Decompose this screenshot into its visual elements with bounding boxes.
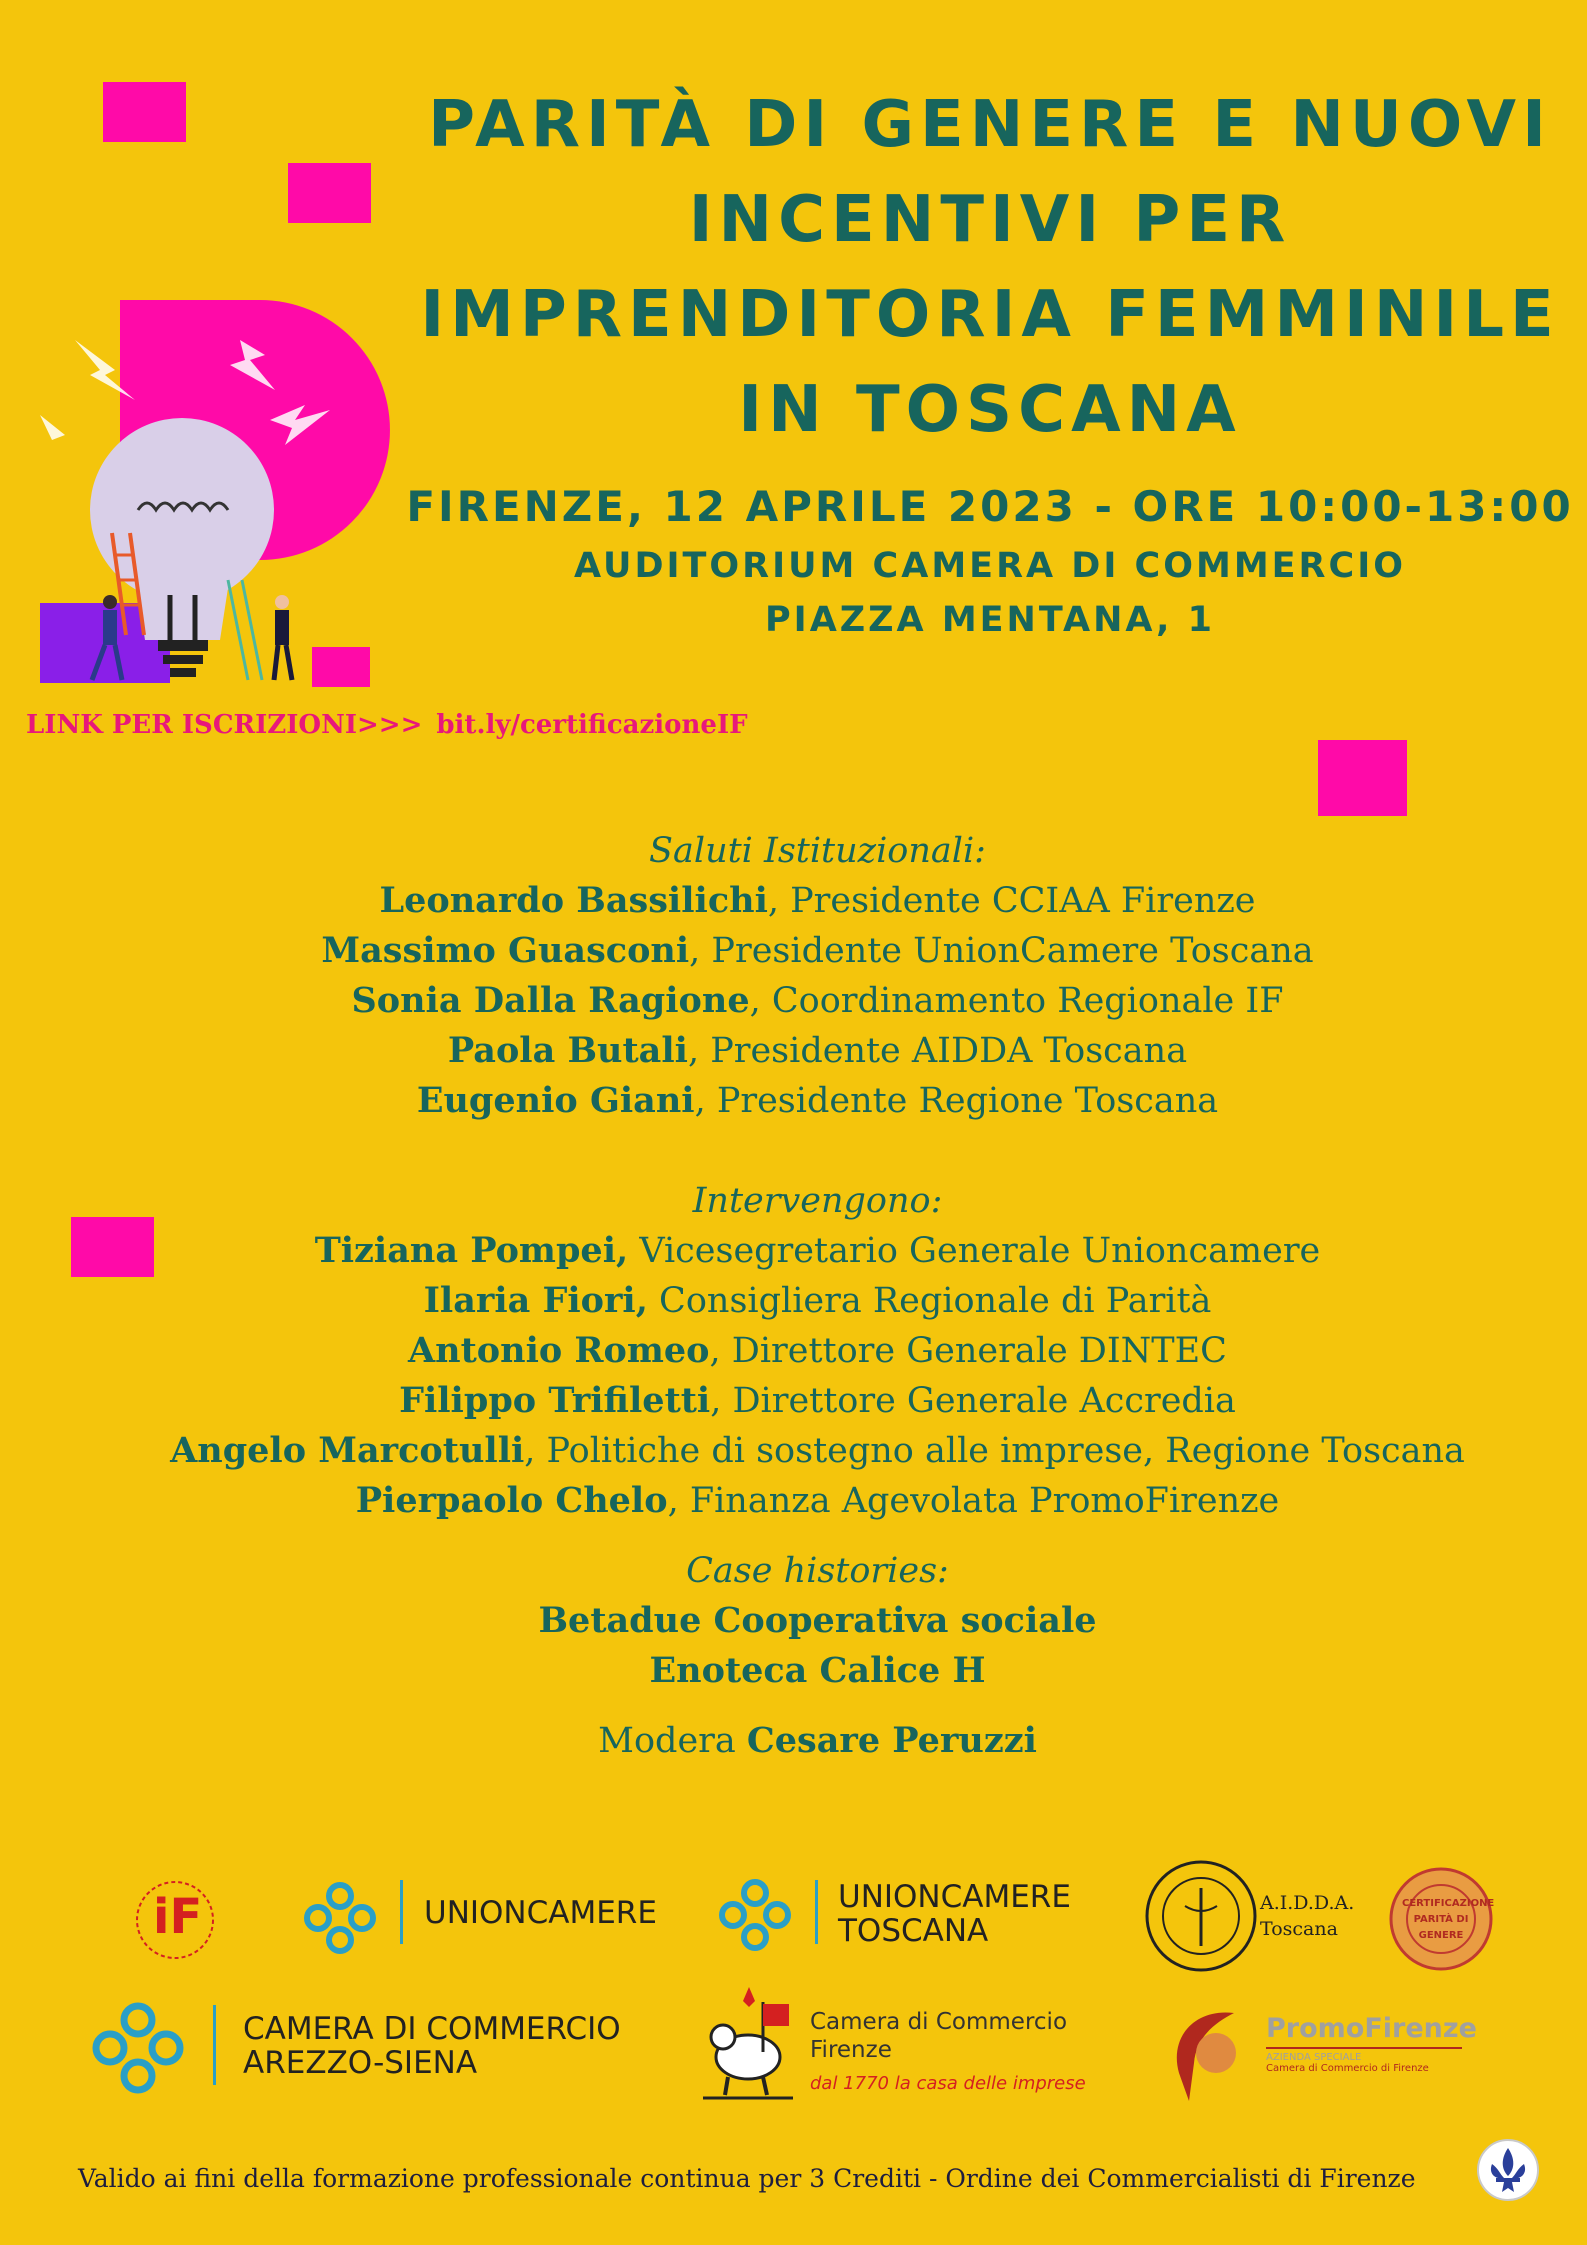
decor-square bbox=[288, 163, 371, 223]
person-name: Tiziana Pompei, bbox=[314, 1230, 629, 1271]
title-line: PARITÀ DI GENERE E NUOVI bbox=[428, 88, 1552, 162]
camera-firenze-lamb-icon bbox=[703, 1982, 795, 2102]
person-role: , Presidente UnionCamere Toscana bbox=[689, 931, 1314, 971]
logo-divider bbox=[400, 1880, 403, 1944]
speaker-item bbox=[0, 1276, 1587, 1326]
fleur-de-lis-icon bbox=[1476, 2138, 1540, 2202]
title-line: INCENTIVI PER bbox=[688, 183, 1292, 257]
person-name: Massimo Guasconi bbox=[321, 930, 690, 971]
person-role: , Presidente Regione Toscana bbox=[694, 1081, 1219, 1121]
moderator-prefix: Modera bbox=[598, 1721, 736, 1761]
unioncamere-text: UNIONCAMERE bbox=[424, 1895, 657, 1931]
certification-stamp bbox=[1388, 1866, 1494, 1972]
speaker-item bbox=[0, 1426, 1587, 1476]
camera-arezzo-siena-icon bbox=[85, 1995, 191, 2101]
program bbox=[0, 826, 1587, 1766]
person-role: , Presidente AIDDA Toscana bbox=[687, 1031, 1188, 1071]
event-address: PIAZZA MENTANA, 1 bbox=[765, 600, 1215, 640]
promofirenze-icon bbox=[1164, 2003, 1264, 2103]
person-name: Sonia Dalla Ragione bbox=[351, 980, 750, 1021]
camera-firenze-text: Camera di Commercio Firenze dal 1770 la casa delle imprese bbox=[810, 2009, 1086, 2094]
greeting-item bbox=[0, 876, 1587, 926]
speakers-header: Intervengono: bbox=[692, 1181, 943, 1221]
lightbulb-illustration bbox=[30, 295, 410, 690]
logo-divider bbox=[213, 2005, 216, 2085]
event-venue: AUDITORIUM CAMERA DI COMMERCIO bbox=[574, 546, 1406, 586]
person-name: Ilaria Fiori, bbox=[423, 1280, 648, 1321]
greeting-item bbox=[0, 976, 1587, 1026]
registration-link-row bbox=[26, 710, 748, 740]
camera-arezzo-siena-text: CAMERA DI COMMERCIO AREZZO-SIENA bbox=[243, 2011, 621, 2081]
person-role: , Direttore Generale Accredia bbox=[710, 1381, 1236, 1421]
registration-url-link[interactable]: bit.ly/certificazioneIF bbox=[436, 710, 748, 740]
person-role: Vicesegretario Generale Unioncamere bbox=[628, 1231, 1321, 1271]
title-line: IMPRENDITORIA FEMMINILE bbox=[420, 278, 1560, 352]
speaker-item bbox=[0, 1226, 1587, 1276]
person-name: Filippo Trifiletti bbox=[399, 1380, 711, 1421]
person-name: Leonardo Bassilichi bbox=[379, 880, 768, 921]
moderator-name: Cesare Peruzzi bbox=[746, 1720, 1037, 1761]
person-role: , Direttore Generale DINTEC bbox=[709, 1331, 1227, 1371]
person-role: Consigliera Regionale di Parità bbox=[647, 1281, 1212, 1321]
speaker-item bbox=[0, 1376, 1587, 1426]
person-name: Pierpaolo Chelo bbox=[355, 1480, 668, 1521]
if-logo bbox=[120, 1875, 230, 1965]
person-role: , Politiche di sostegno alle imprese, Regione Toscana bbox=[524, 1431, 1465, 1471]
person-role: , Finanza Agevolata PromoFirenze bbox=[667, 1481, 1280, 1521]
person-name: Antonio Romeo bbox=[408, 1330, 710, 1371]
case-history-item: Enoteca Calice H bbox=[649, 1650, 986, 1691]
person-role: , Presidente CCIAA Firenze bbox=[767, 881, 1256, 921]
unioncamere-toscana-text: UNIONCAMERE TOSCANA bbox=[838, 1879, 1071, 1949]
moderator bbox=[0, 1716, 1587, 1766]
decor-square bbox=[103, 82, 186, 142]
person-name: Angelo Marcotulli bbox=[170, 1430, 525, 1471]
person-role: , Coordinamento Regionale IF bbox=[749, 981, 1284, 1021]
aidda-seal-icon bbox=[1143, 1858, 1259, 1974]
greetings-header: Saluti Istituzionali: bbox=[649, 831, 986, 871]
unioncamere-icon bbox=[298, 1876, 382, 1960]
greeting-item bbox=[0, 926, 1587, 976]
greeting-item bbox=[0, 1026, 1587, 1076]
speaker-item bbox=[0, 1326, 1587, 1376]
decor-square bbox=[1318, 740, 1407, 816]
event-title bbox=[400, 78, 1580, 458]
speaker-item bbox=[0, 1476, 1587, 1526]
unioncamere-toscana-icon bbox=[713, 1873, 797, 1957]
logo-divider bbox=[815, 1880, 818, 1944]
aidda-text: A.I.D.D.A. Toscana bbox=[1260, 1892, 1355, 1940]
person-name: Eugenio Giani bbox=[416, 1080, 695, 1121]
title-line: IN TOSCANA bbox=[738, 373, 1242, 447]
promofirenze-text: PromoFirenze AZIENDA SPECIALE Camera di Commercio di Firenze bbox=[1266, 2013, 1477, 2074]
if-mark: iF bbox=[153, 1889, 203, 1945]
person-name: Paola Butali bbox=[447, 1030, 688, 1071]
event-date-time: FIRENZE, 12 APRILE 2023 - ORE 10:00-13:00 bbox=[406, 482, 1574, 531]
greeting-item bbox=[0, 1076, 1587, 1126]
registration-label: LINK PER ISCRIZIONI>>> bbox=[26, 710, 423, 740]
case-histories-header: Case histories: bbox=[686, 1551, 949, 1591]
footer-credits: Valido ai fini della formazione professionale continua per 3 Crediti - Ordine dei Commercialisti di Firenze bbox=[78, 2164, 1416, 2193]
stamp-text: CERTIFICAZIONE PARITÀ DI GENERE bbox=[1402, 1898, 1495, 1941]
case-history-item: Betadue Cooperativa sociale bbox=[538, 1600, 1097, 1641]
